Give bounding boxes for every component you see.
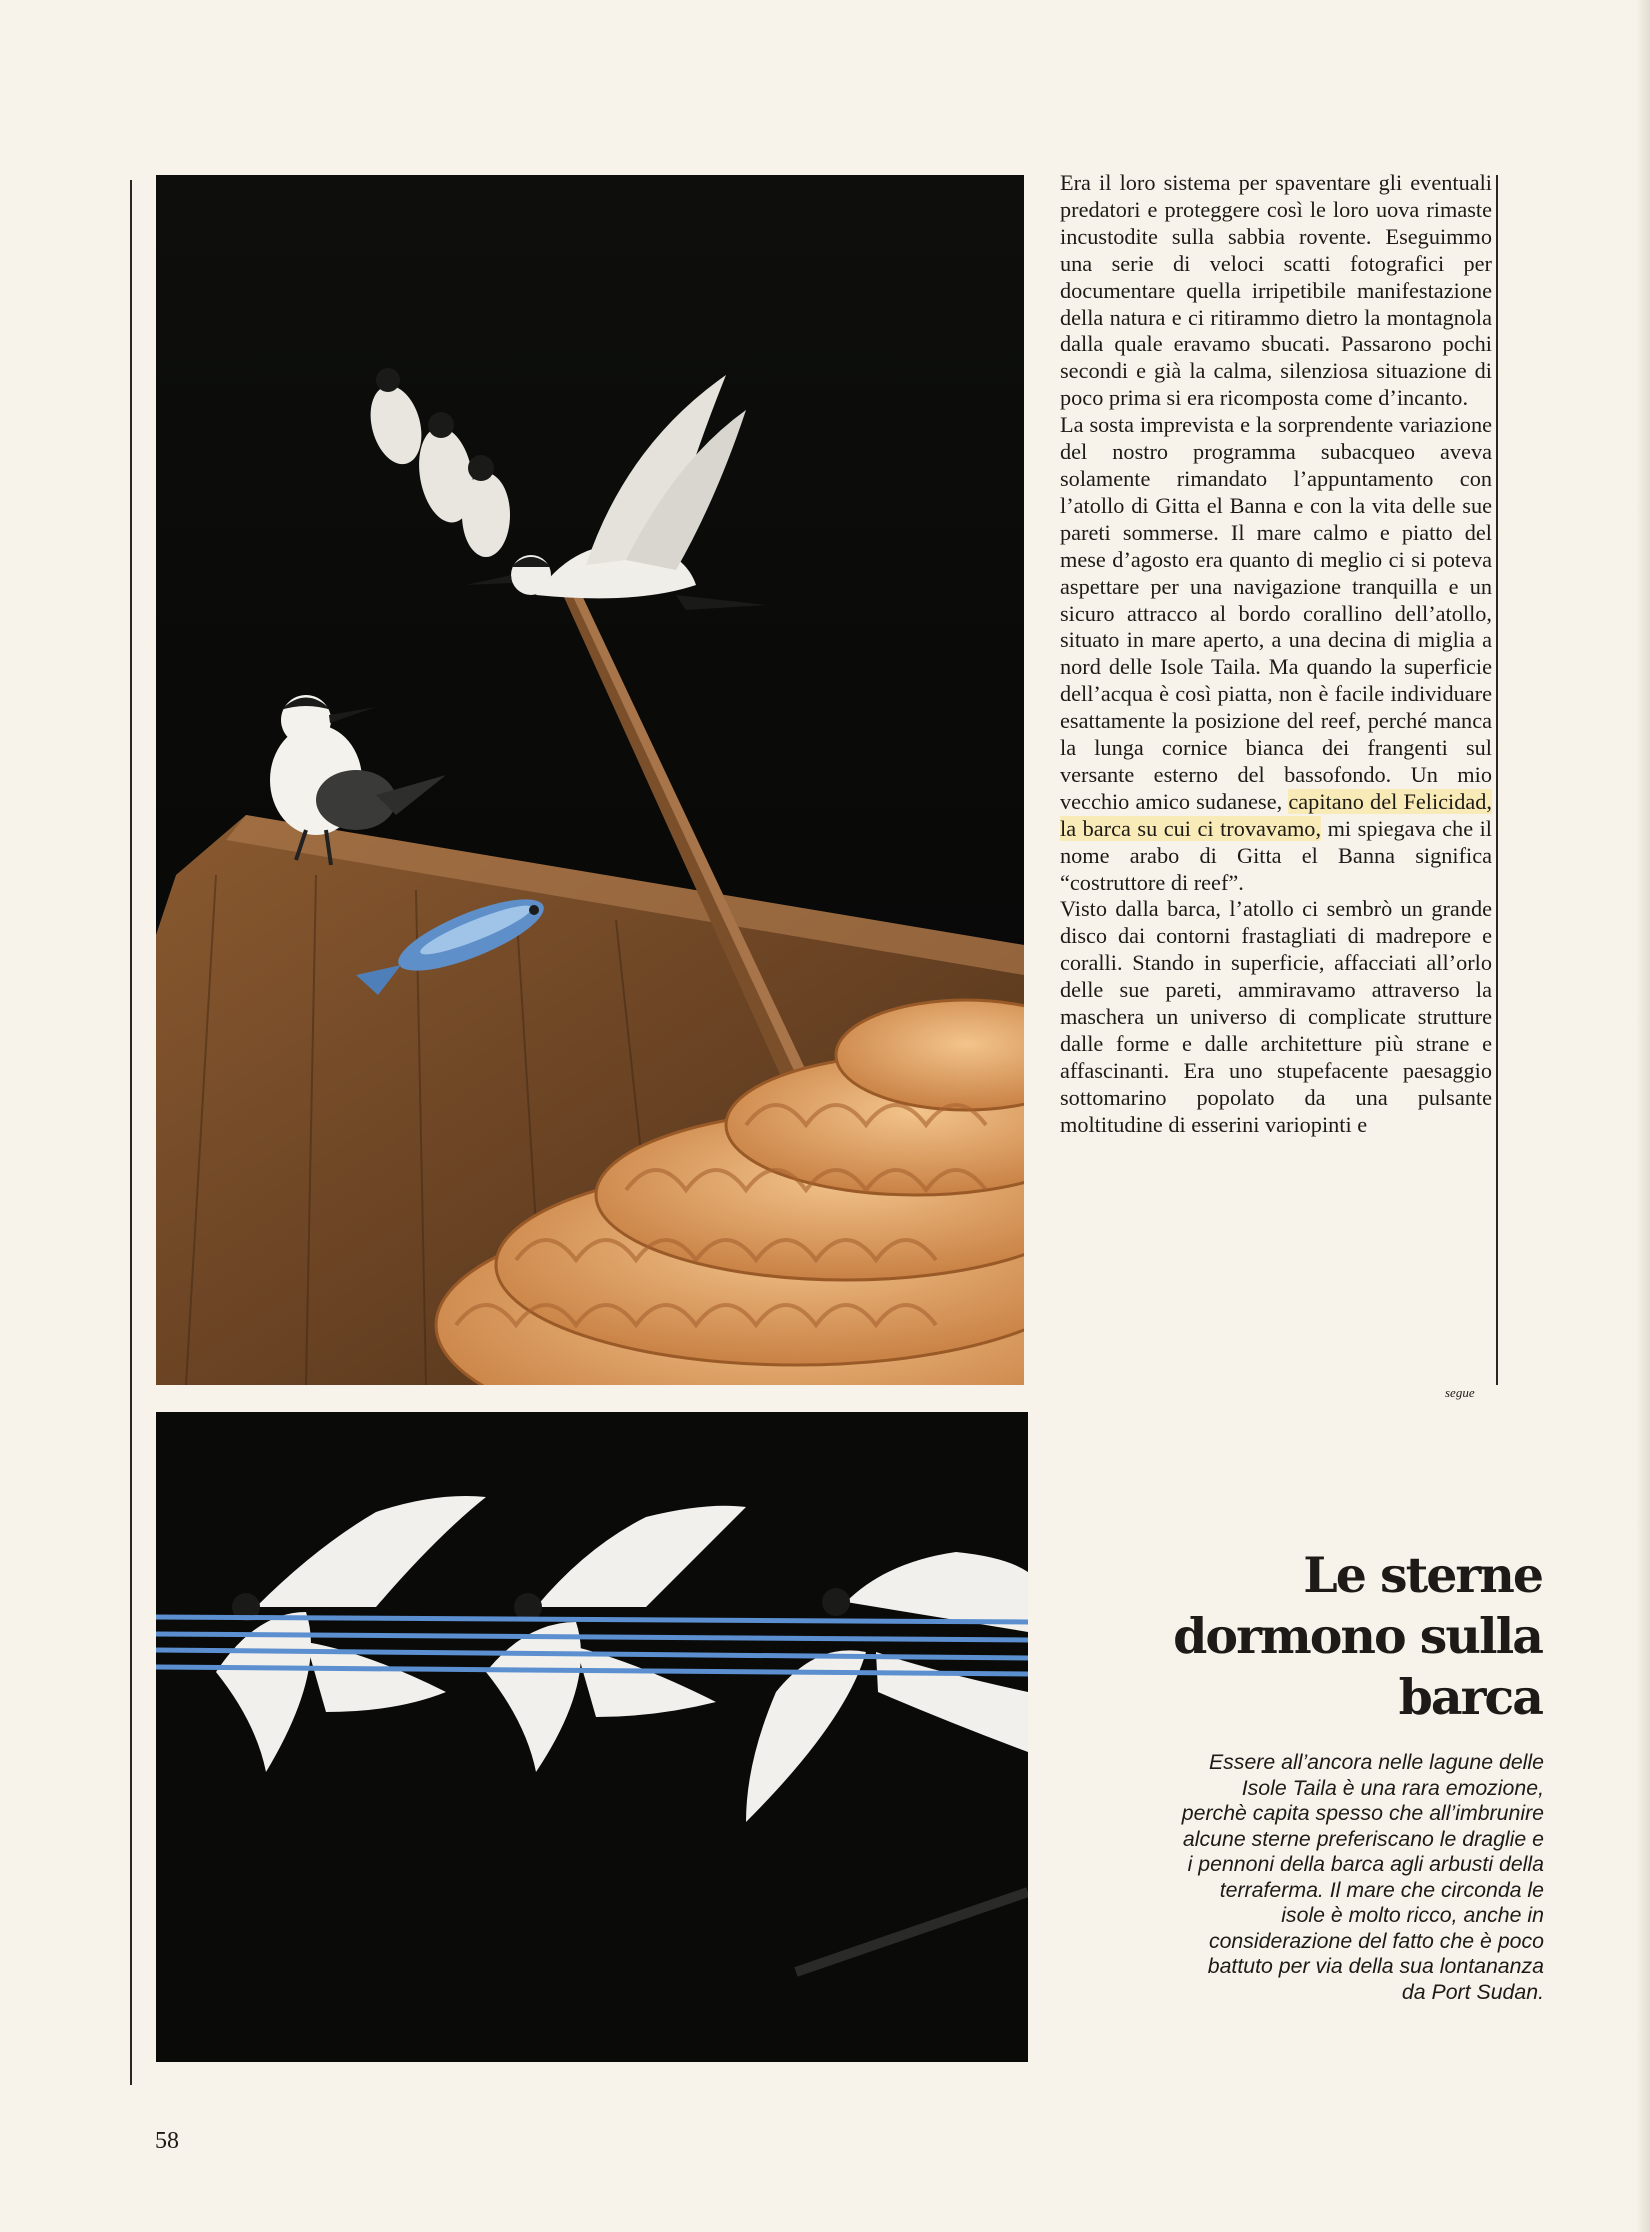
article-paragraph: [1060, 412, 1492, 896]
article-body: [1060, 170, 1492, 1139]
column-rule: [1496, 175, 1498, 1385]
photo-caption: Essere all’ancora nelle lagune delle Isole Taila è una rara emozione, perchè capita spesso che all’imbrunire alcune sterne preferiscano le draglie e i pennoni della barca agli arbusti della terraferma. Il mare che circonda le isole è molto ricco, anche in considerazione del fatto che è poco battuto per via della sua lontananza da Port Sudan.: [1181, 1750, 1544, 2004]
highlighted-text: capitano del Felicidad, la barca su cui ci trovavamo,: [1060, 788, 1493, 841]
photo-terns-on-deck: [156, 175, 1024, 1385]
headline: Le sterne dormono sulla barca: [1173, 1546, 1542, 1726]
continued-label: segue: [1445, 1385, 1475, 1400]
article-paragraph-text: mi spiegava che il nome arabo di Gitta el Banna significa “costruttore di reef”.: [1060, 815, 1492, 895]
article-paragraph: Era il loro sistema per spaventare gli eventuali predatori e proteggere così le loro uova rimaste incustodite sulla sabbia rovente. Eseguimmo una serie di veloci scatti fotografici per documentare quella irripetibile manifestazione della natura e ci ritirammo dietro la montagnola dalla quale eravamo sbucati. Passarono pochi secondi e già la calma, silenziosa situazione di poco prima si era ricomposta come d’incanto.: [1060, 170, 1492, 411]
article-paragraph-text: La sosta imprevista e la sorprendente variazione del nostro programma subacqueo aveva solamente rimandato l’appuntamento con l’atollo di Gitta el Banna e con la vita delle sue pareti sommerse. Il mare calmo e piatto del mese d’agosto era quanto di meglio ci si poteva aspettare per una navigazione tranquilla e un sicuro attracco al bordo corallino dell’atollo, situato in mare aperto, a una decina di miglia a nord delle Isole Taila. Ma quando la superficie dell’acqua è così piatta, non è facile individuare esattamente la posizione del reef, perché manca la lunga cornice bianca dei frangenti sul versante esterno del bassofondo. Un mio vecchio amico sudanese,: [1060, 412, 1492, 814]
left-margin-rule: [130, 180, 132, 2085]
article-paragraph: Visto dalla barca, l’atollo ci sembrò un grande disco dai contorni frastagliati di madrepore e coralli. Stando in superficie, affacciati all’orlo delle sue pareti, ammiravamo attraverso la maschera un universo di complicate strutture dalle forme e dalle architetture più strane e affascinanti. Era uno stupefacente paesaggio sottomarino popolato da una pulsante moltitudine di esserini variopinti e: [1060, 896, 1492, 1137]
page-edge: [1636, 0, 1650, 2232]
page-number: 58: [155, 2128, 179, 2154]
photo-terns-on-rigging: [156, 1412, 1028, 2062]
